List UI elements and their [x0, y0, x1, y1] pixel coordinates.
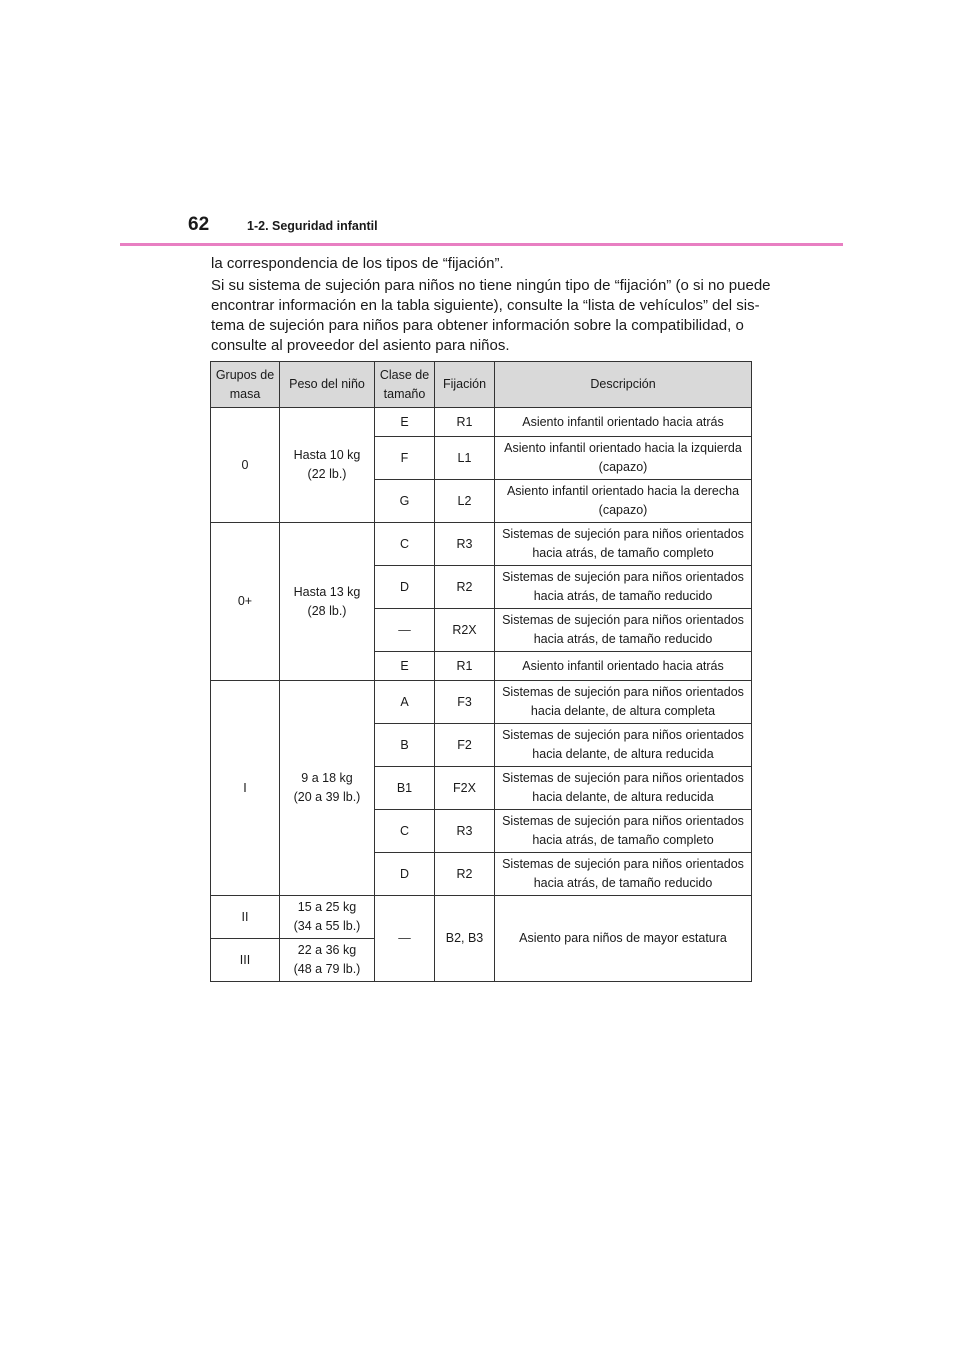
- group-cell: 0+: [211, 523, 280, 681]
- description-cell: Sistemas de sujeción para niños orientados hacia atrás, de tamaño completo: [495, 523, 752, 566]
- description-cell: Asiento infantil orientado hacia atrás: [495, 408, 752, 437]
- group-cell: I: [211, 681, 280, 896]
- fixation-cell: B2, B3: [435, 896, 495, 982]
- header-rule: [120, 243, 843, 246]
- fixation-cell: R1: [435, 652, 495, 681]
- group-cell: III: [211, 939, 280, 982]
- description-cell: Asiento infantil orientado hacia la izquierda (capazo): [495, 437, 752, 480]
- size-cell: E: [375, 408, 435, 437]
- fixation-cell: L2: [435, 480, 495, 523]
- size-cell: C: [375, 523, 435, 566]
- size-cell: D: [375, 853, 435, 896]
- size-cell: D: [375, 566, 435, 609]
- table-header: [211, 362, 752, 408]
- size-cell: A: [375, 681, 435, 724]
- table-row: [211, 681, 752, 724]
- weight-cell: Hasta 10 kg (22 lb.): [280, 408, 375, 523]
- description-cell: Sistemas de sujeción para niños orientados hacia atrás, de tamaño reducido: [495, 566, 752, 609]
- fixation-cell: R2: [435, 853, 495, 896]
- intro-paragraph-2: [211, 276, 771, 356]
- description-cell: Sistemas de sujeción para niños orientados hacia atrás, de tamaño reducido: [495, 609, 752, 652]
- fixation-cell: F2: [435, 724, 495, 767]
- header-fixation: Fijación: [435, 362, 495, 408]
- description-cell: Asiento infantil orientado hacia la derecha (capazo): [495, 480, 752, 523]
- header-size-class: Clase de tamaño: [375, 362, 435, 408]
- header-weight: Peso del niño: [280, 362, 375, 408]
- fixation-cell: F3: [435, 681, 495, 724]
- fixation-cell: R3: [435, 523, 495, 566]
- fixation-cell: R3: [435, 810, 495, 853]
- weight-cell: 15 a 25 kg (34 a 55 lb.): [280, 896, 375, 939]
- fixation-cell: L1: [435, 437, 495, 480]
- size-cell: C: [375, 810, 435, 853]
- intro-line: consulte al proveedor del asiento para niños.: [211, 337, 510, 354]
- table-row: [211, 523, 752, 566]
- description-cell: Sistemas de sujeción para niños orientados hacia delante, de altura reducida: [495, 724, 752, 767]
- size-cell: —: [375, 609, 435, 652]
- description-cell: Sistemas de sujeción para niños orientados hacia delante, de altura reducida: [495, 767, 752, 810]
- description-cell: Sistemas de sujeción para niños orientados hacia atrás, de tamaño completo: [495, 810, 752, 853]
- intro-line: encontrar información en la tabla siguiente), consulte la “lista de vehículos” del sis-: [211, 297, 760, 314]
- header-description: Descripción: [495, 362, 752, 408]
- fixation-cell: R2: [435, 566, 495, 609]
- intro-line: Si su sistema de sujeción para niños no tiene ningún tipo de “fijación” (o si no puede: [211, 277, 771, 294]
- group-cell: 0: [211, 408, 280, 523]
- intro-paragraph-1: la correspondencia de los tipos de “fijación”.: [211, 255, 504, 272]
- table-row: [211, 896, 752, 939]
- size-cell: F: [375, 437, 435, 480]
- size-cell: B1: [375, 767, 435, 810]
- fixation-cell: F2X: [435, 767, 495, 810]
- description-cell: Sistemas de sujeción para niños orientados hacia atrás, de tamaño reducido: [495, 853, 752, 896]
- description-cell: Asiento infantil orientado hacia atrás: [495, 652, 752, 681]
- description-cell: Asiento para niños de mayor estatura: [495, 896, 752, 982]
- group-cell: II: [211, 896, 280, 939]
- table-row: [211, 408, 752, 437]
- fixation-cell: R1: [435, 408, 495, 437]
- size-cell: G: [375, 480, 435, 523]
- header-group: Grupos de masa: [211, 362, 280, 408]
- page-number: 62: [188, 214, 210, 235]
- size-cell: B: [375, 724, 435, 767]
- size-cell: —: [375, 896, 435, 982]
- section-title: 1-2. Seguridad infantil: [247, 219, 378, 233]
- fixation-cell: R2X: [435, 609, 495, 652]
- intro-line: tema de sujeción para niños para obtener información sobre la compatibilidad, o: [211, 317, 744, 334]
- description-cell: Sistemas de sujeción para niños orientados hacia delante, de altura completa: [495, 681, 752, 724]
- size-cell: E: [375, 652, 435, 681]
- weight-cell: Hasta 13 kg (28 lb.): [280, 523, 375, 681]
- fixation-table: [210, 361, 752, 982]
- weight-cell: 9 a 18 kg (20 a 39 lb.): [280, 681, 375, 896]
- weight-cell: 22 a 36 kg (48 a 79 lb.): [280, 939, 375, 982]
